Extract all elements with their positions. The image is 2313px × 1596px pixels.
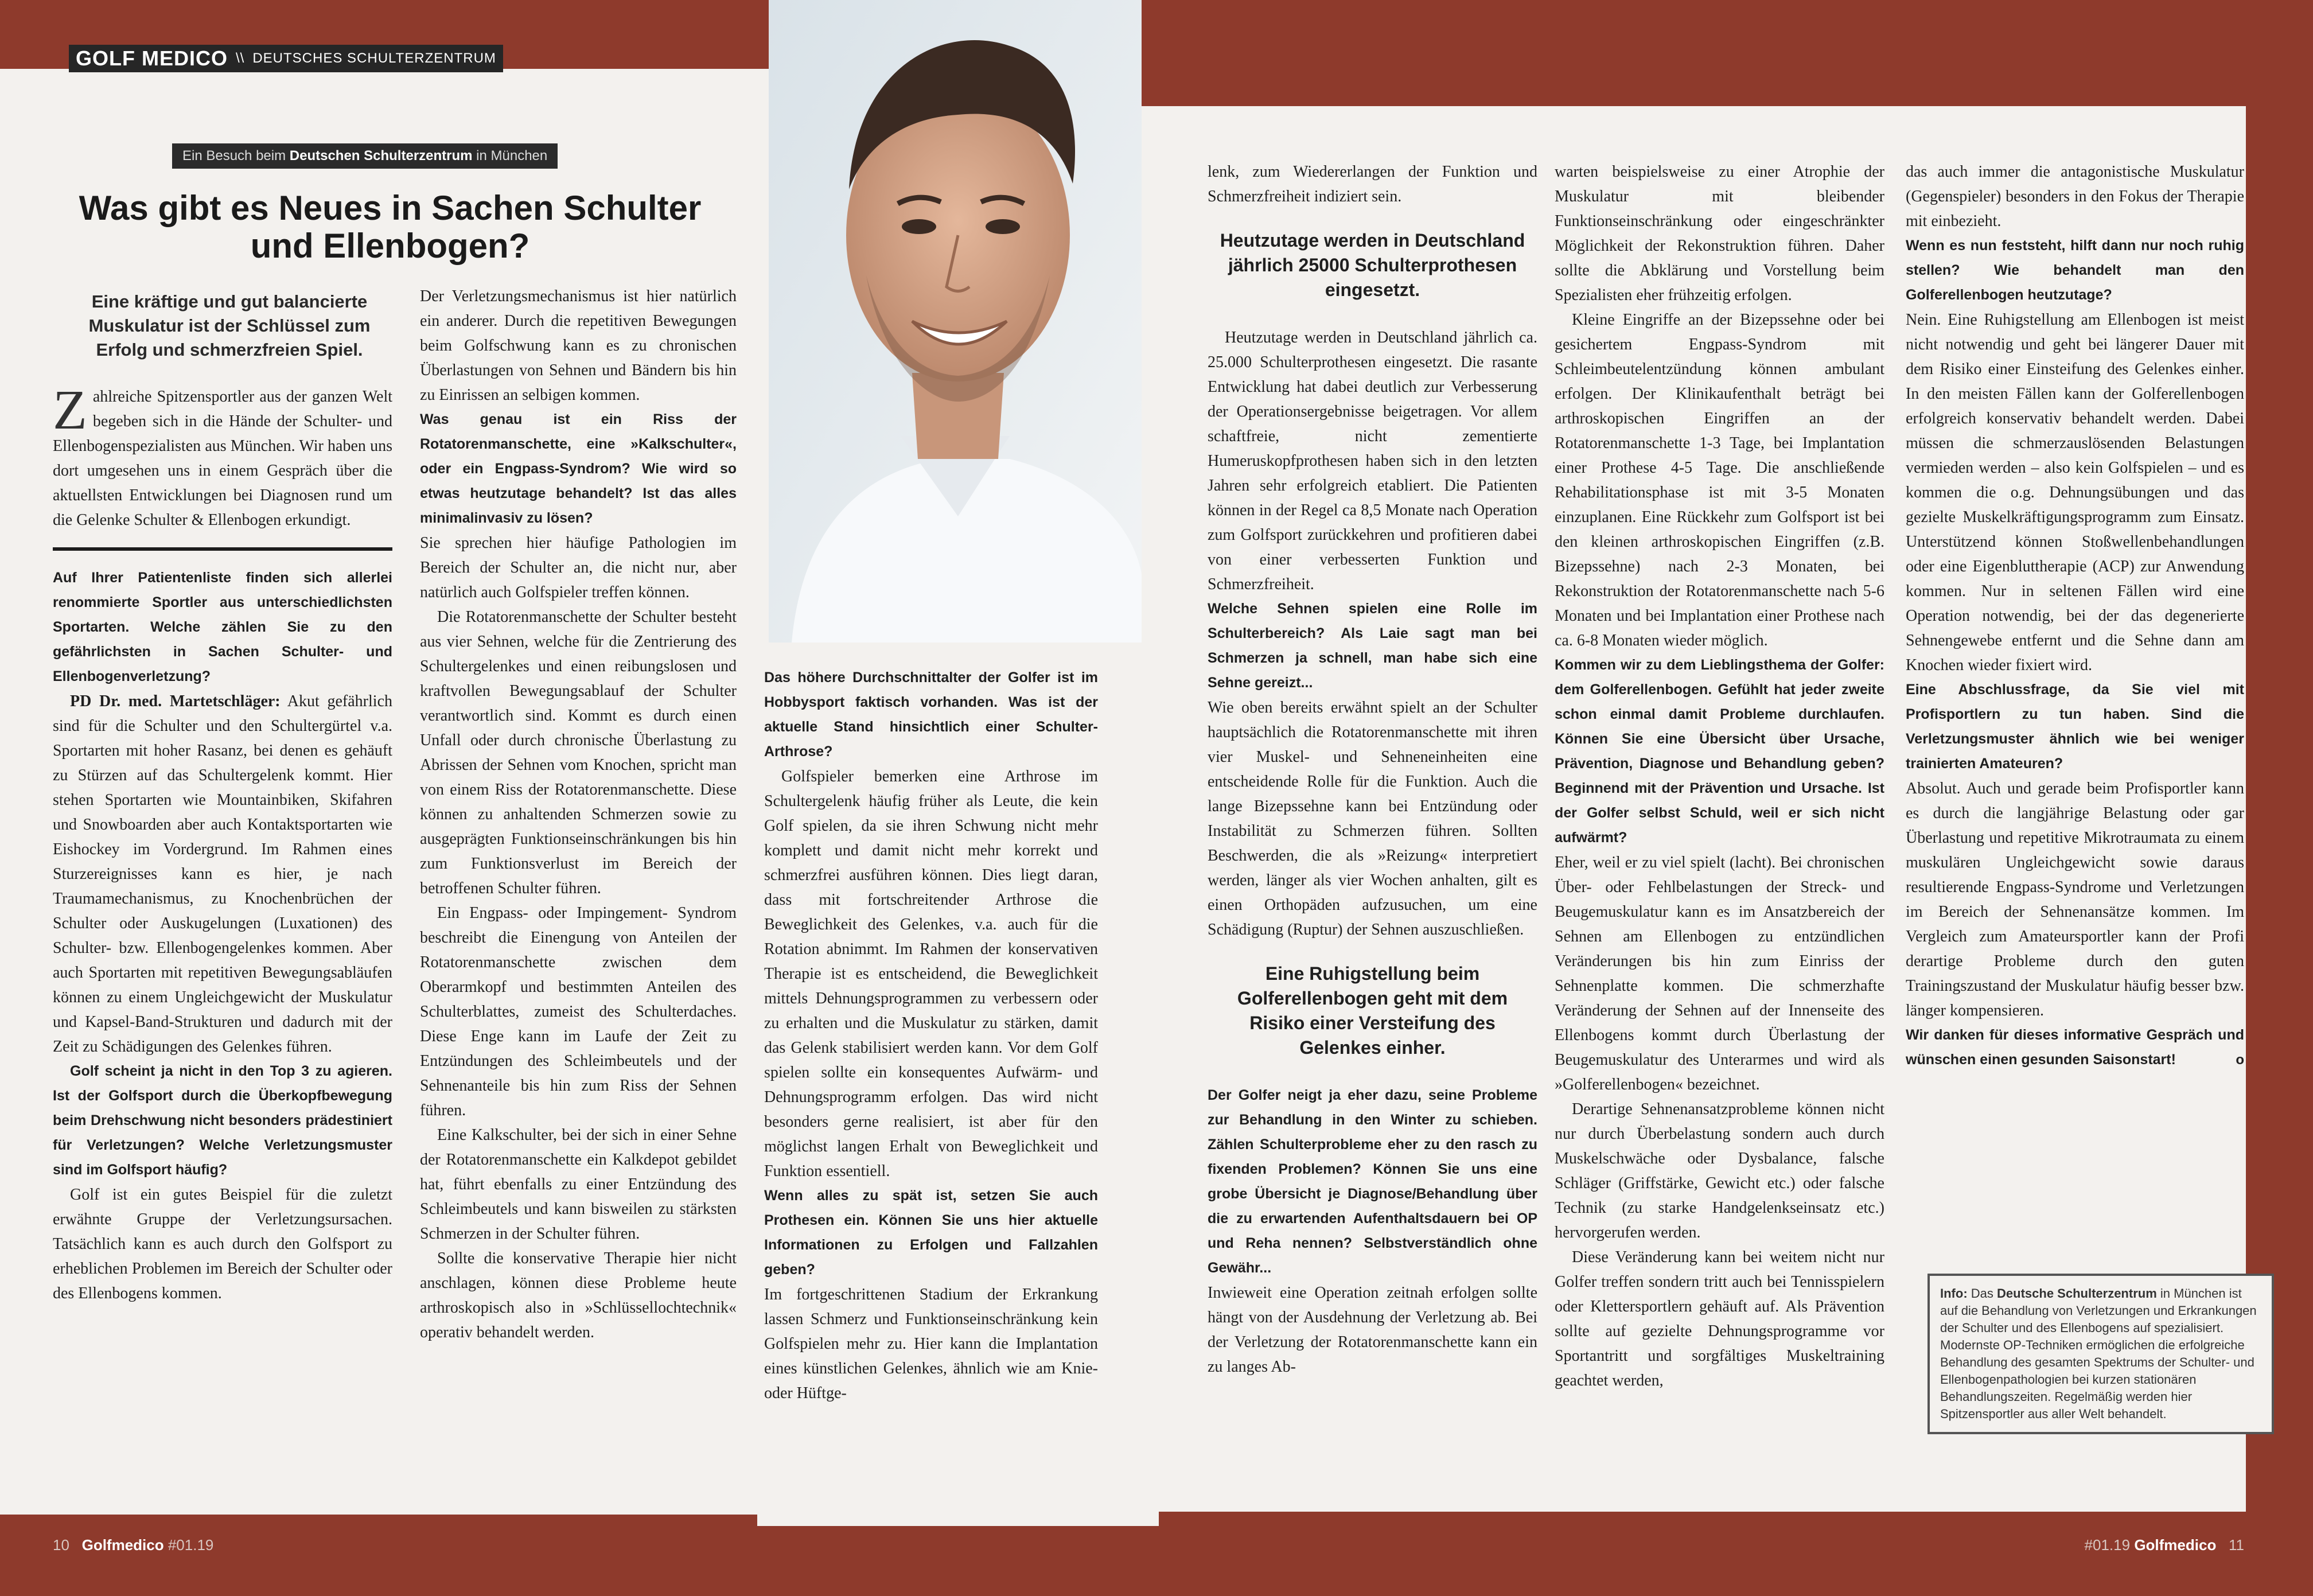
dropcap: Z <box>53 379 87 441</box>
header-section: DEUTSCHES SCHULTERZENTRUM <box>252 50 496 66</box>
pull-quote: Eine Ruhigstellung beim Golferellenbogen geht mit dem Risiko einer Versteifung des Gelenkes einher. <box>1237 963 1508 1058</box>
question: Was genau ist ein Riss der Rotatorenmanschette, eine »Kalkschulter«, oder ein Engpass-Syndrom? Wie wird so etwas heutzutage behandelt? Ist das alles minimalinvasiv zu lösen? <box>420 411 737 526</box>
question: Auf Ihrer Patientenliste finden sich allerlei renommierte Sportler aus unterschiedlichsten Sportarten. Welche zählen Sie zu den gefährlichsten in Sachen Schulter- und Ellenbogenverletzung? <box>53 570 392 684</box>
kicker <box>172 143 558 169</box>
answer: Wie oben bereits erwähnt spielt an der Schulter hauptsächlich die Rotatorenmanschette mit ihren vier Muskel- und Sehneneinheiten eine entscheidende Rolle für die Funktion. Auch die lange Bizepssehne kann bei Entzündung oder Instabilität zu Schmerzen führen. Sollten Beschwerden, die als »Reizung« interpretiert werden, länger als vier Wochen anhalten, gilt es einen Orthopäden aufzusuchen, um eine Schädigung (Ruptur) der Sehnen auszuschließen. <box>1208 699 1537 939</box>
pull-quote: Heutzutage werden in Deutschland jährlich 25000 Schulterprothesen eingesetzt. <box>1220 230 1525 300</box>
lead-text: Eine kräftige und gut balancierte Muskulatur ist der Schlüssel zum Erfolg und schmerzfreien Spiel. <box>88 291 371 360</box>
column-2 <box>420 284 737 1345</box>
question: Der Golfer neigt ja eher dazu, seine Probleme zur Behandlung in den Winter zu schieben. Zählen Schulterprobleme eher zu den rasch zu fixenden Problemen? Können Sie uns eine grobe Übersicht je Diagnose/Behandlung über die zu erwartenden Aufenthaltsdauern bei OP und Reha nennen? Selbstverständlich ohne Gewähr... <box>1208 1087 1537 1276</box>
intro-paragraph <box>53 379 392 551</box>
answer: Eher, weil er zu viel spielt (lacht). Bei chronischen Über- oder Fehlbelastungen der Streck- und Beugemuskulatur kann es im Ansatzbereich der Sehnen am Ellenbogen zu entzündlichen Veränderungen bis hin zum Einriss der Sehnenplatte kommen. Die schmerzhafte Veränderung der Sehnen auf der Innenseite des Ellenbogens kommt durch Überlastung der Beugemuskulatur des Unterarmes und wird als »Golferellenbogen« bezeichnet. <box>1555 854 1884 1093</box>
portrait-illustration <box>769 0 1142 643</box>
answer: Golfspieler bemerken eine Arthrose im Schultergelenk häufig früher als Leute, die kein Golf spielen, da sie ihren Schwung nicht mehr komplett und damit nicht mehr korrekt und schmerzfrei ausführen können. Dies liegt daran, dass mit fortschreitender Arthrose die Beweglichkeit des Gelenkes, v.a. auch für die Rotation abnimmt. Im Rahmen der konservativen Therapie ist es entscheidend, die Beweglichkeit mittels Dehnungsprogrammen zu verbessern oder zu erhalten und die Muskulatur zu stärken, damit das Gelenk stabilisiert werden kann. Vor dem Golf spielen sollte ein konsequentes Aufwärm- und Dehnungsprogramm erfolgen. Das wird nicht besonders gerne realisiert, ist aber für den möglichst langen Erhalt von Beweglichkeit und Funktion essentiell. <box>764 768 1098 1180</box>
info-text: in München ist auf die Behandlung von Verletzungen und Erkrankungen der Schulter und des Ellenbogens auf spezialisiert. Modernste OP-Techniken ermöglichen die erfolgreiche Behandlung des gesamten Spektrums der Schulter- und Ellenbogenpathologien bei kurzen stationären Behandlungszeiten. Regelmäßig werden hier Spitzensportler aus aller Welt behandelt. <box>1940 1286 2257 1421</box>
speaker: PD Dr. med. Martetschläger: <box>70 692 281 710</box>
answer: Absolut. Auch und gerade beim Profisportler kann es durch die langjährige Belastung oder gar Überlastung und repetitive Mikrotraumata zu einem muskulären Ungleichgewicht sowie daraus resultierende Engpass-Syndrome und Verletzungen im Bereich der Sehnenansätze kommen. Im Vergleich zum Amateursportler kann der Profi derartige Probleme durch den guten Trainingszustand der Muskulatur häufig besser bzw. länger kompensieren. <box>1906 780 2244 1019</box>
article-title: Was gibt es Neues in Sachen Schulter und Ellenbogen? <box>79 189 702 265</box>
paragraph: Diese Veränderung kann bei weitem nicht nur Golfer treffen sondern tritt auch bei Tennisspielern oder Klettersportlern gehäuft auf. Als Prävention sollte auf gezielte Dehnungsprogramme vor Sportantritt und sorgfältiges Muskeltraining geachtet werden, <box>1555 1248 1884 1389</box>
column-6 <box>1906 159 2244 1072</box>
page-number-right: 11 <box>2229 1536 2244 1554</box>
paragraph: lenk, zum Wiedererlangen der Funktion und Schmerzfreiheit indiziert sein. <box>1208 163 1537 205</box>
paragraph: Derartige Sehnenansatzprobleme können nicht nur durch Überbelastung sondern auch durch Muskelschwäche oder Dysbalance, falsche Schläger (Griffstärke, Gewicht etc.) oder falsche Technik (zu starke Handgelenkseinsatz etc.) hervorgerufen werden. <box>1555 1100 1884 1241</box>
info-box <box>1928 1274 2274 1434</box>
header-bar <box>69 45 503 72</box>
portrait-photo <box>769 0 1142 643</box>
paragraph: Kleine Eingriffe an der Bizepssehne oder bei gesichertem Engpass-Syndrom mit Schleimbeutelentzündung können ambulant erfolgen. Der Klinikaufenthalt beträgt bei arthroskopischen Eingriffen an der Rotatorenmanschette 1-3 Tage, bei Implantation einer Prothese 4-5 Tage. Die anschließende Rehabilitationsphase ist mit 3-5 Monaten einzuplanen. Eine Rückkehr zum Golfsport ist bei den kleinen arthroskopischen Eingriffen (z.B. Bizepssehne) nach 2-3 Monaten, bei Rekonstruktion der Rotatorenmanschette nach 5-6 Monaten und bei Implantation einer Prothese nach ca. 6-8 Monaten wieder möglich. <box>1555 311 1884 649</box>
question: Wenn es nun feststeht, hilft dann nur noch ruhig stellen? Wie behandelt man den Golferellenbogen heutzutage? <box>1906 238 2244 303</box>
header-separator: \\ <box>236 50 245 66</box>
column-3 <box>764 665 1098 1406</box>
closing-text: Wir danken für dieses informative Gespräch und wünschen einen gesunden Saisonstart! <box>1906 1027 2244 1068</box>
answer: Nein. Eine Ruhigstellung am Ellenbogen ist meist nicht notwendig und geht bei längerer Dauer mit dem Risiko einer Einsteifung des Gelenkes einher. In den meisten Fällen kann der Golferellenbogen erfolgreich konservativ behandelt werden. Dabei müssen die schmerzauslösenden Belastungen vermieden werden – also kein Golfspielen – und es kommen die o.g. Dehnungsübungen und das gezielte Muskelkräftigungsprogramm zum Einsatz. Unterstützend können Stoßwellenbehandlungen oder eine Eigenbluttherapie (ACP) zur Anwendung kommen. Nur in seltenen Fällen wird eine Operation notwendig, bei der das degenerierte Sehnengewebe entfernt und die Sehne dann am Knochen wieder fixiert wird. <box>1906 311 2244 674</box>
paragraph: Sollte die konservative Therapie hier nicht anschlagen, können diese Probleme heute arthroskopisch also in »Schlüssellochtechnik« operativ behandelt werden. <box>420 1249 737 1341</box>
question: Welche Sehnen spielen eine Rolle im Schulterbereich? Als Laie sagt man bei Schmerzen ja schnell, man habe sich eine Sehne gereizt... <box>1208 601 1537 691</box>
header-brand: GOLF MEDICO <box>76 46 228 70</box>
info-label: Info: <box>1940 1286 1968 1301</box>
footer-right <box>2085 1536 2244 1554</box>
footer-brand-right: Golfmedico <box>2134 1536 2217 1554</box>
footer-issue-left: #01.19 <box>168 1536 214 1554</box>
intro-text: ahlreiche Spitzensportler aus der ganzen Welt begeben sich in die Hände der Schulter- und Ellenbogenspezialisten aus München. Wir haben uns dort umgesehen uns in einem Gespräch über die aktuellsten Entwicklungen bei Diagnosen rund um die Gelenke Schulter & Ellenbogen erkundigt. <box>53 388 392 529</box>
question: Das höhere Durchschnittalter der Golfer ist im Hobbysport faktisch vorhanden. Was ist der aktuelle Stand hinsichtlich einer Schulter-Arthrose? <box>764 669 1098 760</box>
footer-brand-left: Golfmedico <box>81 1536 164 1554</box>
kicker-pre: Ein Besuch beim <box>182 148 286 164</box>
answer: Sie sprechen hier häufige Pathologien im Bereich der Schulter an, die nicht nur, aber natürlich auch Golfspieler treffen können. <box>420 534 737 601</box>
question: Kommen wir zu dem Lieblingsthema der Golfer: dem Golferellenbogen. Gefühlt hat jeder zweite schon einmal damit Probleme durchlaufen. Können Sie eine Übersicht über Ursache, Prävention, Diagnose und Behandlung geben? Beginnend mit der Prävention und Ursache. Ist der Golfer selbst Schuld, weil er sich nicht aufwärmt? <box>1555 657 1884 846</box>
end-mark-icon: o <box>2236 1052 2244 1068</box>
info-pre: Das <box>1971 1286 1993 1301</box>
page-number-left: 10 <box>53 1536 69 1554</box>
paragraph: Die Rotatorenmanschette der Schulter besteht aus vier Sehnen, welche für die Zentrierung des Schultergelenkes und einen reibungslosen und kraftvollen Bewegungsablauf der Schulter verantwortlich sind. Kommt es durch einen Unfall oder durch chronische Überlastung zu Abrissen der Sehnen vom Knochen, spricht man von einem Riss der Rotatorenmanschette. Diese können zu anhaltenden Schmerzen sowie zu ausgeprägten Funktionseinschränkungen bis hin zum Funktionsverlust im Bereich der betroffenen Schulter führen. <box>420 608 737 897</box>
info-bold: Deutsche Schulterzentrum <box>1997 1286 2157 1301</box>
question: Eine Abschlussfrage, da Sie viel mit Profisportlern zu tun haben. Sind die Verletzungsmuster ähnlich wie bei weniger trainierten Amateuren? <box>1906 682 2244 772</box>
question: Wenn alles zu spät ist, setzen Sie auch Prothesen ein. Können Sie uns hier aktuelle Informationen zu Erfolgen und Fallzahlen geben? <box>764 1188 1098 1278</box>
answer: Inwieweit eine Operation zeitnah erfolgen sollte hängt von der Ausdehnung der Verletzung ab. Bei der Verletzung der Rotatorenmanschette kann ein zu langes Ab- <box>1208 1284 1537 1376</box>
question: Golf scheint ja nicht in den Top 3 zu agieren. Ist der Golfsport durch die Überkopfbewegung beim Drehschwung nicht besonders prädestiniert für Verletzungen? Welche Verletzungsmuster sind im Golfsport häufig? <box>53 1063 392 1178</box>
paragraph: Der Verletzungsmechanismus ist hier natürlich ein anderer. Durch die repetitiven Bewegungen beim Golfschwung kann es zu chronischen Überlastungen von Sehnen und Bändern bis hin zu Einrissen an selbigen kommen. <box>420 287 737 404</box>
answer: Golf ist ein gutes Beispiel für die zuletzt erwähnte Gruppe der Verletzungsursachen. Tatsächlich kann es auch durch den Golfsport zu erheblichen Problemen im Bereich der Schulter oder des Ellenbogens kommen. <box>53 1186 392 1302</box>
answer: Im fortgeschrittenen Stadium der Erkrankung lassen Schmerz und Funktionseinschränkung kein Golfspielen mehr zu. Hier kann die Implantation eines künstlichen Gelenkes, ähnlich wie am Knie- oder Hüftge- <box>764 1286 1098 1402</box>
column-1 <box>53 379 392 1306</box>
answer-text: Akut gefährlich sind für die Schulter und den Schultergürtel v.a. Sportarten mit hoher Rasanz, bei denen es gehäuft zu Stürzen auf das Schultergelenk kommt. Hier stehen Sportarten wie Mountainbiken, Skifahren und Snowboarden aber auch Kontaktsportarten wie Eishockey im Vordergrund. Im Rahmen eines Sturzereignisses kann es hier, je nach Traumamechanismus, zu Knochenbrüchen der Schulter oder Auskugelungen (Luxationen) des Schulter- bzw. Ellenbogengelenkes kommen. Aber auch Sportarten mit repetitiven Bewegungsabläufen können zu einem Ungleichgewicht der Muskulatur und Kapsel-Band-Strukturen und dadurch mit der Zeit zu Schädigungen des Gelenkes führen. <box>53 692 392 1056</box>
paragraph: warten beispielsweise zu einer Atrophie der Muskulatur mit bleibender Funktionseinschränkung oder eingeschränkter Möglichkeit der Rekonstruktion führen. Daher sollte die Abklärung und Vorstellung beim Spezialisten eher frühzeitig erfolgen. <box>1555 163 1884 304</box>
kicker-bold: Deutschen Schulterzentrum <box>289 148 473 164</box>
kicker-post: in München <box>476 148 548 164</box>
footer-issue-right: #01.19 <box>2084 1536 2131 1554</box>
paragraph: Eine Kalkschulter, bei der sich in einer Sehne der Rotatorenmanschette ein Kalkdepot gebildet hat, führt ebenfalls zu einer Entzündung des Schleimbeutels und kann bisweilen zu stärksten Schmerzen in der Schulter führen. <box>420 1126 737 1243</box>
paragraph: Heutzutage werden in Deutschland jährlich ca. 25.000 Schulterprothesen eingesetzt. Die rasante Entwicklung hat dabei deutlich zur Verbesserung der Operationsergebnisse beigetragen. Vor allem schaftfreie, nicht zementierte Humeruskopfprothesen haben sich in den letzten Jahren sehr erfolgreich etabliert. Die Patienten können in der Regel ca 8,5 Monate nach Operation zum Golfsport zurückkehren und profitieren dabei von einer verbesserten Funktion und Schmerzfreiheit. <box>1208 329 1537 593</box>
column-4 <box>1208 159 1537 1379</box>
answer <box>53 689 392 1059</box>
paragraph: das auch immer die antagonistische Muskulatur (Gegenspieler) besonders in den Fokus der Therapie mit einbezieht. <box>1906 163 2244 230</box>
paragraph: Ein Engpass- oder Impingement- Syndrom beschreibt die Einengung von Anteilen der Rotatorenmanschette zwischen dem Oberarmkopf und bestimmten Anteilen des Schulterblattes, zumeist des Schulterdaches. Diese Enge kann im Laufe der Zeit zu Entzündungen des Schleimbeutels und der Sehnenanteile bis hin zum Riss der Sehnen führen. <box>420 904 737 1119</box>
closing-question <box>1906 1023 2244 1072</box>
column-5 <box>1555 159 1884 1393</box>
footer-left <box>53 1536 213 1554</box>
